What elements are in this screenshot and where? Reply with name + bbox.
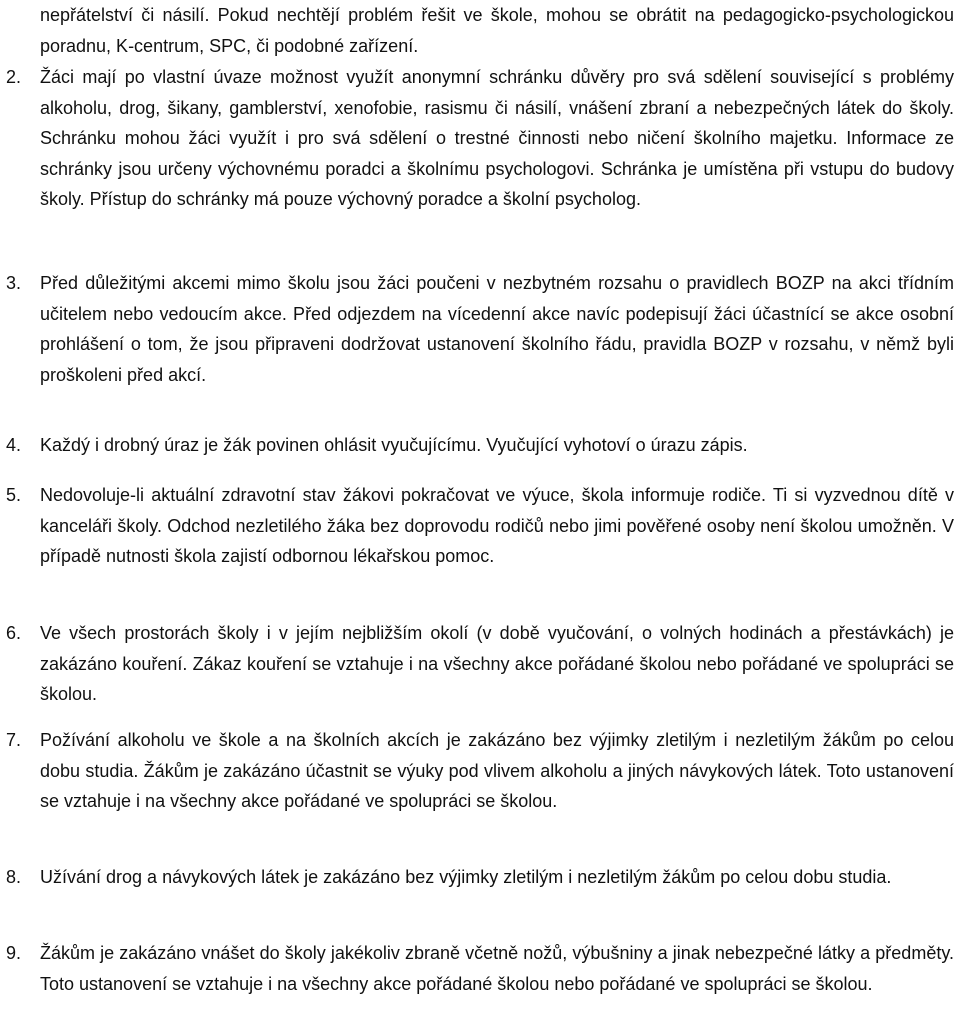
list-item-7 (0, 725, 954, 817)
list-item-2 (0, 62, 954, 215)
list-item-number: 8. (6, 867, 22, 887)
list-item-text: Ve všech prostorách školy i v jejím nejbližším okolí (v době vyučování, o volných hodinách a přestávkách) je zakázáno kouření. Zákaz kouření se vztahuje i na všechny akce pořádané školou nebo pořádané ve spolupráci se školou. (40, 623, 954, 705)
list-item-number: 6. (6, 623, 22, 643)
list-item-4 (0, 430, 954, 461)
list-item-6 (0, 618, 954, 710)
list-item-text: Každý i drobný úraz je žák povinen ohlásit vyučujícímu. Vyučující vyhotoví o úrazu zápis. (40, 435, 748, 455)
list-item-text: Před důležitými akcemi mimo školu jsou žáci poučeni v nezbytném rozsahu o pravidlech BOZP na akci třídním učitelem nebo vedoucím akce. Před odjezdem na vícedenní akce navíc podepisují žáci účastnící se akce osobní prohlášení o tom, že jsou připraveni dodržovat ustanovení školního řádu, pravidla BOZP v rozsahu, v němž byli proškoleni před akcí. (40, 273, 954, 385)
list-item-number: 9. (6, 943, 22, 963)
list-item-number: 3. (6, 273, 22, 293)
intro-paragraph: nepřátelství či násilí. Pokud nechtějí problém řešit ve škole, mohou se obrátit na pedagogicko-psychologickou poradnu, K-centrum, SPC, či podobné zařízení. (40, 5, 954, 56)
list-item-3 (0, 268, 954, 390)
list-item-text: Nedovoluje-li aktuální zdravotní stav žákovi pokračovat ve výuce, škola informuje rodiče. Ti si vyzvednou dítě v kanceláři školy. Odchod nezletilého žáka bez doprovodu rodičů nebo jimi pověřené osoby není školou umožněn. V případě nutnosti škola zajistí odbornou lékařskou pomoc. (40, 485, 954, 567)
list-item-8 (0, 862, 954, 893)
list-item-text: Požívání alkoholu ve škole a na školních akcích je zakázáno bez výjimky zletilým i nezletilým žákům po celou dobu studia. Žákům je zakázáno účastnit se výuky pod vlivem alkoholu a jiných návykových látek. Toto ustanovení se vztahuje i na všechny akce pořádané ve spolupráci se školou. (40, 730, 954, 812)
list-item-number: 4. (6, 435, 22, 455)
list-item-number: 7. (6, 730, 22, 750)
list-item-5 (0, 480, 954, 572)
list-item-9 (0, 938, 954, 999)
list-item-number: 2. (6, 67, 22, 87)
list-item-number: 5. (6, 485, 22, 505)
list-item-text: Žákům je zakázáno vnášet do školy jakékoliv zbraně včetně nožů, výbušniny a jinak nebezpečné látky a předměty. Toto ustanovení se vztahuje i na všechny akce pořádané školou nebo pořádané ve spolupráci se školou. (40, 943, 954, 994)
list-item-text: Užívání drog a návykových látek je zakázáno bez výjimky zletilým i nezletilým žákům po celou dobu studia. (40, 867, 892, 887)
list-item-text: Žáci mají po vlastní úvaze možnost využít anonymní schránku důvěry pro svá sdělení související s problémy alkoholu, drog, šikany, gamblerství, xenofobie, rasismu či násilí, vnášení zbraní a nebezpečných látek do školy. Schránku mohou žáci využít i pro svá sdělení o trestné činnosti nebo ničení školního majetku. Informace ze schránky jsou určeny výchovnému poradci a školnímu psychologovi. Schránka je umístěna při vstupu do budovy školy. Přístup do schránky má pouze výchovný poradce a školní psycholog. (40, 67, 954, 210)
